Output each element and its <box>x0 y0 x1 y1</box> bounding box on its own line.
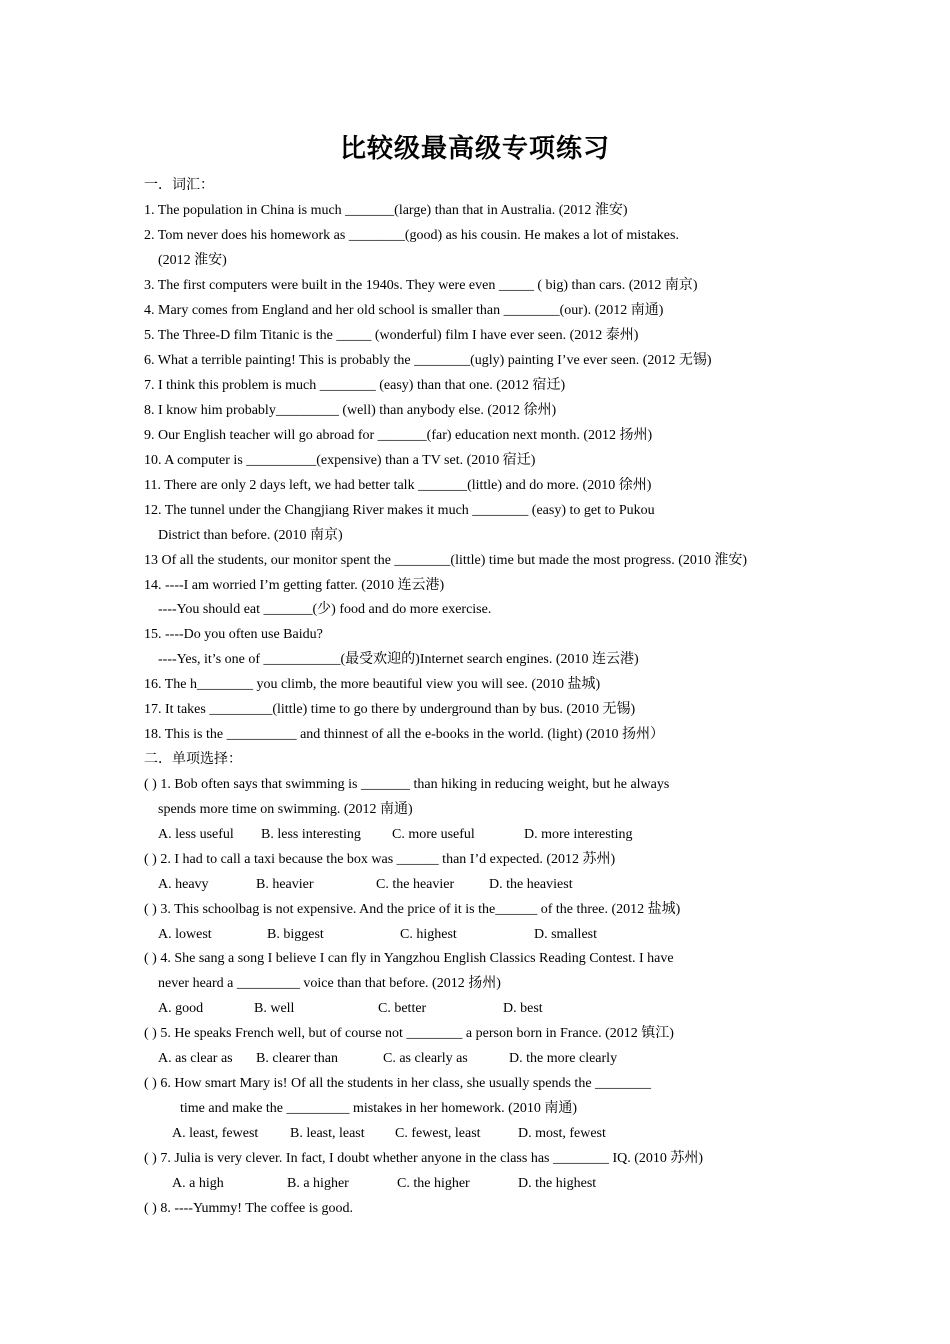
mc-question-1: ( ) 1. Bob often says that swimming is _______ than hiking in reducing weight, but he always <box>144 777 670 792</box>
mc-5-option-d: D. the more clearly <box>509 1051 618 1066</box>
mc-6-option-c: C. fewest, least <box>395 1126 481 1141</box>
mc-2-option-c: C. the heavier <box>376 877 455 892</box>
vocab-item-11: 11. There are only 2 days left, we had better talk _______(little) and do more. (2010 徐州) <box>144 478 652 493</box>
mc-question-6: ( ) 6. How smart Mary is! Of all the students in her class, she usually spends the ________ <box>144 1076 652 1091</box>
mc-6-option-b: B. least, least <box>290 1126 365 1141</box>
vocab-item-1: 1. The population in China is much _______(large) than that in Australia. (2012 淮安) <box>144 203 628 218</box>
mc-1-option-d: D. more interesting <box>524 827 633 842</box>
mc-2-option-a: A. heavy <box>158 877 209 892</box>
mc-question-1-cont: spends more time on swimming. (2012 南通) <box>158 802 413 817</box>
mc-5-option-b: B. clearer than <box>256 1051 339 1066</box>
mc-question-5: ( ) 5. He speaks French well, but of course not ________ a person born in France. (2012 镇江) <box>144 1026 674 1041</box>
mc-7-option-c: C. the higher <box>397 1176 470 1191</box>
mc-question-8: ( ) 8. ----Yummy! The coffee is good. <box>144 1201 354 1216</box>
mc-7-option-b: B. a higher <box>287 1176 349 1191</box>
vocab-item-18: 18. This is the __________ and thinnest of all the e-books in the world. (light) (2010 扬州） <box>144 727 665 742</box>
mc-6-option-a: A. least, fewest <box>172 1126 259 1141</box>
mc-question-2: ( ) 2. I had to call a taxi because the box was ______ than I’d expected. (2012 苏州) <box>144 852 616 867</box>
mc-3-option-c: C. highest <box>400 927 457 942</box>
section-heading-vocabulary: 一．词汇： <box>144 178 214 193</box>
section-heading-multiple-choice: 二．单项选择： <box>144 752 242 767</box>
vocab-item-15-reply: ----Yes, it’s one of ___________(最受欢迎的)Internet search engines. (2010 连云港) <box>158 652 639 667</box>
mc-5-option-a: A. as clear as <box>158 1051 233 1066</box>
mc-4-option-b: B. well <box>254 1001 295 1016</box>
mc-4-option-c: C. better <box>378 1001 427 1016</box>
vocab-item-7: 7. I think this problem is much ________ (easy) than that one. (2012 宿迁) <box>144 378 566 393</box>
mc-question-4: ( ) 4. She sang a song I believe I can fly in Yangzhou English Classics Reading Contest. I have <box>144 951 674 966</box>
vocab-item-12: 12. The tunnel under the Changjiang River makes it much ________ (easy) to get to Pukou <box>144 503 655 518</box>
mc-4-option-a: A. good <box>158 1001 204 1016</box>
vocab-item-10: 10. A computer is __________(expensive) than a TV set. (2010 宿迁) <box>144 453 536 468</box>
mc-7-option-d: D. the highest <box>518 1176 597 1191</box>
vocab-item-4: 4. Mary comes from England and her old school is smaller than ________(our). (2012 南通) <box>144 303 664 318</box>
vocab-item-16: 16. The h________ you climb, the more beautiful view you will see. (2010 盐城) <box>144 677 601 692</box>
mc-1-option-c: C. more useful <box>392 827 475 842</box>
vocab-item-12-cont: District than before. (2010 南京) <box>158 528 343 543</box>
mc-3-option-a: A. lowest <box>158 927 212 942</box>
vocab-item-5: 5. The Three-D film Titanic is the _____ (wonderful) film I have ever seen. (2012 泰州) <box>144 328 639 343</box>
vocab-item-3: 3. The first computers were built in the 1940s. They were even _____ ( big) than cars. (2012 南京) <box>144 278 698 293</box>
mc-2-option-b: B. heavier <box>256 877 314 892</box>
mc-3-option-d: D. smallest <box>534 927 597 942</box>
mc-question-4-cont: never heard a _________ voice than that before. (2012 扬州) <box>158 976 501 991</box>
vocab-item-2-cont: (2012 淮安) <box>158 253 227 268</box>
mc-question-6-cont: time and make the _________ mistakes in her homework. (2010 南通) <box>180 1101 577 1116</box>
mc-7-option-a: A. a high <box>172 1176 224 1191</box>
vocab-item-14: 14. ----I am worried I’m getting fatter. (2010 连云港) <box>144 578 445 593</box>
vocab-item-9: 9. Our English teacher will go abroad for _______(far) education next month. (2012 扬州) <box>144 428 653 443</box>
vocab-item-2: 2. Tom never does his homework as ________(good) as his cousin. He makes a lot of mistakes. <box>144 228 679 243</box>
mc-question-3: ( ) 3. This schoolbag is not expensive. And the price of it is the______ of the three. (2012 盐城) <box>144 902 681 917</box>
mc-5-option-c: C. as clearly as <box>383 1051 468 1066</box>
mc-6-option-d: D. most, fewest <box>518 1126 606 1141</box>
vocab-item-15: 15. ----Do you often use Baidu? <box>144 627 323 642</box>
page-title: 比较级最高级专项练习 <box>339 134 610 164</box>
mc-2-option-d: D. the heaviest <box>489 877 573 892</box>
vocab-item-13: 13 Of all the students, our monitor spent the ________(little) time but made the most progress. (2010 淮安) <box>144 553 748 568</box>
vocab-item-8: 8. I know him probably_________ (well) than anybody else. (2012 徐州) <box>144 403 557 418</box>
vocab-item-14-reply: ----You should eat _______(少) food and do more exercise. <box>158 602 492 617</box>
vocab-item-17: 17. It takes _________(little) time to go there by underground than by bus. (2010 无锡) <box>144 702 636 717</box>
mc-3-option-b: B. biggest <box>267 927 324 942</box>
mc-4-option-d: D. best <box>503 1001 543 1016</box>
vocab-item-6: 6. What a terrible painting! This is probably the ________(ugly) painting I’ve ever seen. (2012 无锡) <box>144 353 712 368</box>
mc-question-7: ( ) 7. Julia is very clever. In fact, I doubt whether anyone in the class has ________ IQ. (2010 苏州) <box>144 1151 704 1166</box>
mc-1-option-b: B. less interesting <box>261 827 361 842</box>
mc-1-option-a: A. less useful <box>158 827 234 842</box>
